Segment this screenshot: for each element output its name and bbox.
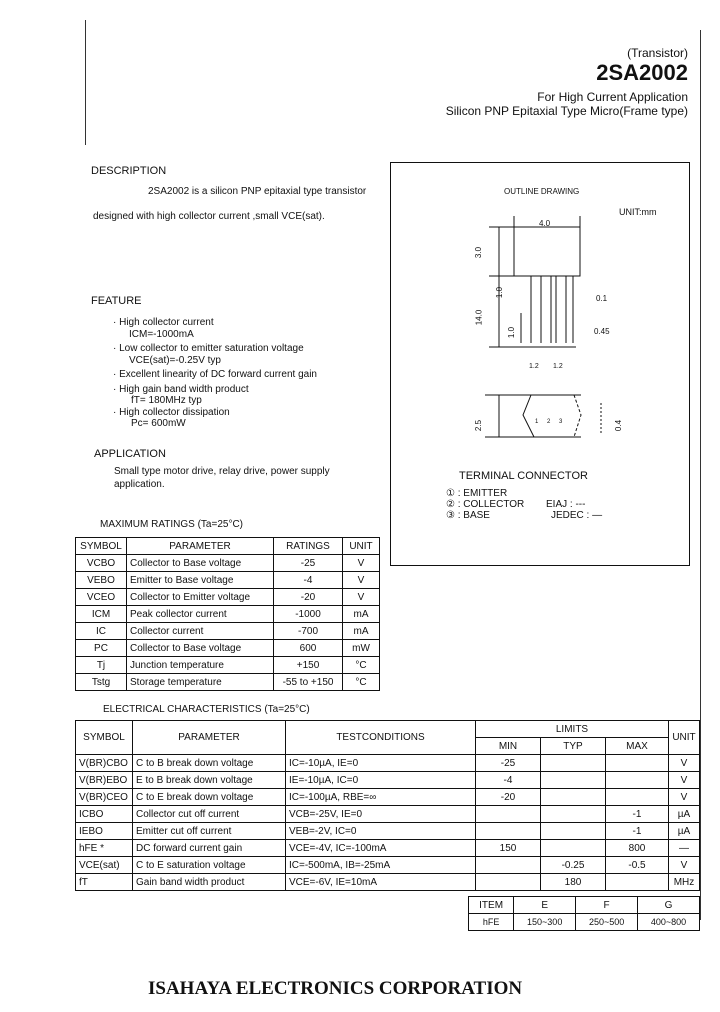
description-title: DESCRIPTION bbox=[91, 165, 167, 177]
col-parameter: PARAMETER bbox=[133, 721, 286, 755]
feature-sub: ICM=-1000mA bbox=[129, 328, 194, 340]
table-cell: 800 bbox=[606, 840, 669, 857]
table-cell: MHz bbox=[669, 874, 700, 891]
table-cell: mW bbox=[343, 640, 380, 657]
col-unit: UNIT bbox=[343, 538, 380, 555]
application-title: APPLICATION bbox=[94, 448, 166, 460]
table-cell: µA bbox=[669, 806, 700, 823]
table-cell: C to B break down voltage bbox=[133, 755, 286, 772]
table-cell bbox=[476, 857, 541, 874]
table-cell: Collector to Base voltage bbox=[127, 555, 274, 572]
hfe-header: G bbox=[638, 897, 700, 914]
table-cell: V bbox=[343, 555, 380, 572]
dim-0-4: 0.4 bbox=[614, 419, 624, 432]
table-cell bbox=[476, 823, 541, 840]
dim-0-45: 0.45 bbox=[594, 327, 610, 336]
table-cell bbox=[541, 772, 606, 789]
table-cell: -0.25 bbox=[541, 857, 606, 874]
dim-0-1: 0.1 bbox=[596, 294, 608, 303]
col-min: MIN bbox=[476, 738, 541, 755]
category-label: (Transistor) bbox=[627, 46, 688, 60]
col-typ: TYP bbox=[541, 738, 606, 755]
table-cell: VCE(sat) bbox=[76, 857, 133, 874]
table-cell: V bbox=[669, 755, 700, 772]
col-parameter: PARAMETER bbox=[127, 538, 274, 555]
feature-sub: fT= 180MHz typ bbox=[131, 395, 202, 406]
feature-item: · High gain band width product bbox=[113, 383, 249, 395]
table-cell: V bbox=[669, 857, 700, 874]
table-cell: Gain band width product bbox=[133, 874, 286, 891]
table-header-row bbox=[76, 538, 380, 555]
table-cell: -55 to +150 bbox=[274, 674, 343, 691]
table-cell: -4 bbox=[476, 772, 541, 789]
eiaj-label: EIAJ : --- bbox=[546, 499, 586, 510]
dim-lead-bend: 1.0 bbox=[507, 326, 517, 339]
table-cell: — bbox=[669, 840, 700, 857]
electrical-title: ELECTRICAL CHARACTERISTICS (Ta=25°C) bbox=[103, 704, 310, 715]
table-cell: -0.5 bbox=[606, 857, 669, 874]
table-cell: DC forward current gain bbox=[133, 840, 286, 857]
table-cell: ICM bbox=[76, 606, 127, 623]
table-cell: mA bbox=[343, 623, 380, 640]
col-symbol: SYMBOL bbox=[76, 721, 133, 755]
table-cell: µA bbox=[669, 823, 700, 840]
dim-lead-offset: 1.0 bbox=[495, 286, 505, 299]
description-line1: 2SA2002 is a silicon PNP epitaxial type transistor bbox=[148, 186, 367, 197]
dim-lead-length: 14.0 bbox=[474, 309, 484, 326]
table-cell: hFE * bbox=[76, 840, 133, 857]
table-cell bbox=[541, 789, 606, 806]
table-row bbox=[76, 589, 380, 606]
table-cell: fT bbox=[76, 874, 133, 891]
jedec-label: JEDEC : — bbox=[551, 510, 603, 521]
table-cell: Collector current bbox=[127, 623, 274, 640]
company-name: ISAHAYA ELECTRONICS CORPORATION bbox=[148, 978, 523, 999]
table-cell: VEBO bbox=[76, 572, 127, 589]
table-cell: VEB=-2V, IC=0 bbox=[286, 823, 476, 840]
table-cell bbox=[541, 755, 606, 772]
terminal-collector: ② : COLLECTOR bbox=[446, 499, 525, 510]
hfe-cell: 150~300 bbox=[514, 914, 576, 931]
table-cell: 180 bbox=[541, 874, 606, 891]
dim-width: 4.0 bbox=[539, 219, 551, 228]
table-cell: V(BR)EBO bbox=[76, 772, 133, 789]
hfe-cell: hFE bbox=[469, 914, 514, 931]
max-ratings-title: MAXIMUM RATINGS (Ta=25°C) bbox=[100, 519, 243, 530]
table-cell bbox=[606, 755, 669, 772]
feature-item: · Excellent linearity of DC forward current gain bbox=[113, 369, 317, 380]
hfe-header: E bbox=[514, 897, 576, 914]
table-row bbox=[76, 572, 380, 589]
table-cell: -1000 bbox=[274, 606, 343, 623]
table-cell: -1 bbox=[606, 823, 669, 840]
table-cell: V(BR)CBO bbox=[76, 755, 133, 772]
header-line2: Silicon PNP Epitaxial Type Micro(Frame type) bbox=[445, 104, 688, 118]
col-unit: UNIT bbox=[669, 721, 700, 755]
table-cell: -4 bbox=[274, 572, 343, 589]
table-cell: IC=-10µA, IE=0 bbox=[286, 755, 476, 772]
dim-pitch1: 1.2 bbox=[529, 363, 539, 370]
hfe-cell: 250~500 bbox=[576, 914, 638, 931]
table-cell: V bbox=[343, 572, 380, 589]
table-row bbox=[76, 823, 700, 840]
terminal-title: TERMINAL CONNECTOR bbox=[459, 470, 588, 482]
feature-sub: VCE(sat)=-0.25V typ bbox=[129, 354, 221, 366]
table-row bbox=[76, 606, 380, 623]
hfe-rank-table bbox=[468, 896, 700, 931]
table-cell: 150 bbox=[476, 840, 541, 857]
table-cell: Collector cut off current bbox=[133, 806, 286, 823]
hfe-cell: 400~800 bbox=[638, 914, 700, 931]
part-number: 2SA2002 bbox=[596, 60, 688, 85]
table-cell: IC bbox=[76, 623, 127, 640]
description-line2: designed with high collector current ,small VCE(sat). bbox=[93, 211, 325, 222]
table-cell: -1 bbox=[606, 806, 669, 823]
table-row bbox=[76, 857, 700, 874]
table-cell: -20 bbox=[274, 589, 343, 606]
dim-pitch2: 1.2 bbox=[553, 363, 563, 370]
electrical-table bbox=[75, 720, 700, 891]
application-line1: Small type motor drive, relay drive, power supply bbox=[114, 466, 330, 477]
table-cell: IEBO bbox=[76, 823, 133, 840]
terminal-base: ③ : BASE bbox=[446, 510, 490, 521]
table-cell: PC bbox=[76, 640, 127, 657]
table-cell: 600 bbox=[274, 640, 343, 657]
col-max: MAX bbox=[606, 738, 669, 755]
table-cell bbox=[606, 789, 669, 806]
table-row bbox=[76, 555, 380, 572]
table-row bbox=[76, 657, 380, 674]
table-cell: ICBO bbox=[76, 806, 133, 823]
col-limits: LIMITS bbox=[476, 721, 669, 738]
feature-item: · High collector current bbox=[113, 317, 214, 328]
table-cell: V bbox=[669, 772, 700, 789]
pin-3: 3 bbox=[559, 419, 563, 425]
frame-line bbox=[700, 30, 701, 920]
table-row bbox=[76, 772, 700, 789]
table-cell: -25 bbox=[274, 555, 343, 572]
outline-title: OUTLINE DRAWING bbox=[504, 187, 580, 196]
table-cell bbox=[541, 823, 606, 840]
table-cell: Emitter cut off current bbox=[133, 823, 286, 840]
table-cell: mA bbox=[343, 606, 380, 623]
table-row bbox=[76, 755, 700, 772]
col-symbol: SYMBOL bbox=[76, 538, 127, 555]
table-cell bbox=[476, 806, 541, 823]
table-cell: Junction temperature bbox=[127, 657, 274, 674]
table-cell: Collector to Base voltage bbox=[127, 640, 274, 657]
terminal-list bbox=[446, 488, 524, 521]
table-cell: Storage temperature bbox=[127, 674, 274, 691]
application-line2: application. bbox=[114, 479, 165, 490]
table-cell bbox=[606, 772, 669, 789]
table-cell: V(BR)CEO bbox=[76, 789, 133, 806]
frame-line bbox=[85, 20, 86, 145]
col-ratings: RATINGS bbox=[274, 538, 343, 555]
table-cell: -700 bbox=[274, 623, 343, 640]
table-cell: VCEO bbox=[76, 589, 127, 606]
feature-item: · High collector dissipation bbox=[113, 406, 230, 418]
feature-sub: Pc= 600mW bbox=[131, 418, 186, 429]
hfe-header: F bbox=[576, 897, 638, 914]
hfe-header: ITEM bbox=[469, 897, 514, 914]
table-cell: C to E break down voltage bbox=[133, 789, 286, 806]
outline-drawing-box bbox=[390, 162, 690, 566]
dim-height: 3.0 bbox=[474, 246, 484, 259]
dim-side-height: 2.5 bbox=[474, 419, 484, 432]
table-cell: VCBO bbox=[76, 555, 127, 572]
table-cell bbox=[606, 874, 669, 891]
table-cell: IC=-500mA, IB=-25mA bbox=[286, 857, 476, 874]
table-cell: Tstg bbox=[76, 674, 127, 691]
table-row bbox=[76, 674, 380, 691]
table-cell bbox=[541, 806, 606, 823]
outline-unit: UNIT:mm bbox=[619, 207, 657, 217]
table-cell: C to E saturation voltage bbox=[133, 857, 286, 874]
table-cell: -20 bbox=[476, 789, 541, 806]
table-row bbox=[76, 640, 380, 657]
table-cell: E to B break down voltage bbox=[133, 772, 286, 789]
table-cell: VCB=-25V, IE=0 bbox=[286, 806, 476, 823]
col-conditions: TESTCONDITIONS bbox=[286, 721, 476, 755]
pin-1: 1 bbox=[535, 419, 539, 425]
table-cell: V bbox=[343, 589, 380, 606]
table-cell: °C bbox=[343, 657, 380, 674]
feature-title: FEATURE bbox=[91, 295, 142, 307]
table-row bbox=[76, 840, 700, 857]
table-cell: V bbox=[669, 789, 700, 806]
table-cell: VCE=-4V, IC=-100mA bbox=[286, 840, 476, 857]
table-cell: Collector to Emitter voltage bbox=[127, 589, 274, 606]
table-cell: VCE=-6V, IE=10mA bbox=[286, 874, 476, 891]
table-row bbox=[76, 623, 380, 640]
table-row bbox=[76, 789, 700, 806]
table-cell: IC=-100µA, RBE=∞ bbox=[286, 789, 476, 806]
table-cell: Tj bbox=[76, 657, 127, 674]
table-cell: -25 bbox=[476, 755, 541, 772]
feature-list bbox=[113, 317, 317, 430]
table-cell: Peak collector current bbox=[127, 606, 274, 623]
table-cell: Emitter to Base voltage bbox=[127, 572, 274, 589]
table-cell: IE=-10µA, IC=0 bbox=[286, 772, 476, 789]
header-line1: For High Current Application bbox=[537, 90, 688, 104]
table-row bbox=[76, 874, 700, 891]
feature-item: · Low collector to emitter saturation voltage bbox=[113, 343, 304, 354]
table-row bbox=[76, 806, 700, 823]
table-cell bbox=[541, 840, 606, 857]
pin-2: 2 bbox=[547, 419, 551, 425]
table-cell: +150 bbox=[274, 657, 343, 674]
table-cell bbox=[476, 874, 541, 891]
terminal-emitter: ① : EMITTER bbox=[446, 488, 508, 499]
max-ratings-table bbox=[75, 537, 380, 691]
table-cell: °C bbox=[343, 674, 380, 691]
